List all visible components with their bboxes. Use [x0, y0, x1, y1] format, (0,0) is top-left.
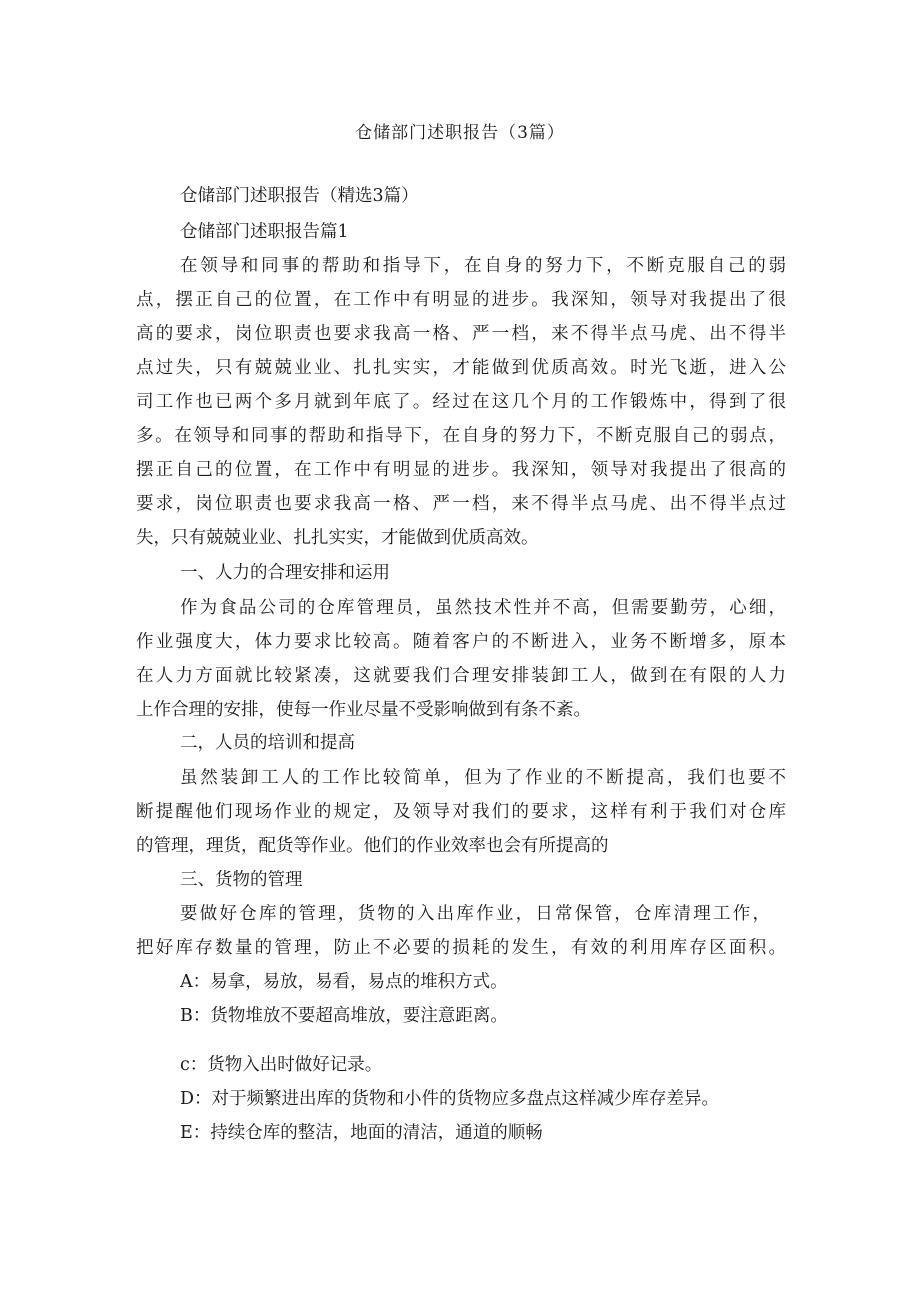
section-heading: 一、人力的合理安排和运用 [180, 563, 390, 583]
paragraph-line: 司工作也已两个多月就到年底了。经过在这几个月的工作锻炼中，得到了很 [136, 392, 786, 412]
paragraph-line: 把好库存数量的管理，防止不必要的损耗的发生，有效的利用库存区面积。 [136, 938, 786, 958]
paragraph-line: 作为食品公司的仓库管理员，虽然技术性并不高，但需要勤劳，心细， [180, 598, 786, 618]
paragraph-line: 的管理，理货，配货等作业。他们的作业效率也会有所提高的 [136, 836, 609, 856]
paragraph-line: 高的要求，岗位职责也要求我高一格、严一档，来不得半点马虎、出不得半 [136, 324, 786, 344]
list-item: B：货物堆放不要超高堆放，要注意距离。 [180, 1006, 508, 1026]
paragraph-line: 作业强度大，体力要求比较高。随着客户的不断进入，业务不断增多，原本 [136, 632, 786, 652]
list-item: c：货物入出时做好记录。 [180, 1055, 383, 1075]
list-item: A：易拿，易放，易看，易点的堆积方式。 [180, 972, 508, 992]
list-item: E：持续仓库的整洁，地面的清洁，通道的顺畅 [180, 1123, 543, 1143]
paragraph-line: 虽然装卸工人的工作比较简单，但为了作业的不断提高，我们也要不 [180, 768, 786, 788]
section-heading: 三、货物的管理 [180, 870, 303, 890]
paragraph-line: 在人力方面就比较紧凑，这就要我们合理安排装卸工人，做到在有限的人力 [136, 666, 786, 686]
paragraph-line: 点，摆正自己的位置，在工作中有明显的进步。我深知，领导对我提出了很 [136, 290, 786, 310]
document-title: 仓储部门述职报告（3篇） [355, 123, 565, 143]
paragraph-line: 上作合理的安排，使每一作业尽量不受影响做到有条不紊。 [136, 700, 591, 720]
section-heading: 仓储部门述职报告篇1 [180, 222, 349, 242]
paragraph-line: 要做好仓库的管理，货物的入出库作业，日常保管，仓库清理工作， [180, 904, 770, 924]
paragraph-line: 多。在领导和同事的帮助和指导下，在自身的努力下，不断克服自己的弱点， [136, 426, 786, 446]
paragraph-line: 在领导和同事的帮助和指导下，在自身的努力下，不断克服自己的弱 [180, 256, 786, 276]
paragraph-line: 点过失，只有兢兢业业、扎扎实实，才能做到优质高效。时光飞逝，进入公 [136, 358, 786, 378]
paragraph-line: 断提醒他们现场作业的规定，及领导对我们的要求，这样有利于我们对仓库 [136, 802, 786, 822]
section-heading: 二，人员的培训和提高 [180, 733, 355, 753]
paragraph-line: 要求，岗位职责也要求我高一格、严一档，来不得半点马虎、出不得半点过 [136, 494, 786, 514]
paragraph-line: 失，只有兢兢业业、扎扎实实，才能做到优质高效。 [136, 528, 539, 548]
subtitle: 仓储部门述职报告（精选3篇） [180, 186, 419, 206]
paragraph-line: 摆正自己的位置，在工作中有明显的进步。我深知，领导对我提出了很高的 [136, 460, 786, 480]
list-item: D：对于频繁进出库的货物和小件的货物应多盘点这样减少库存差异。 [180, 1089, 720, 1109]
